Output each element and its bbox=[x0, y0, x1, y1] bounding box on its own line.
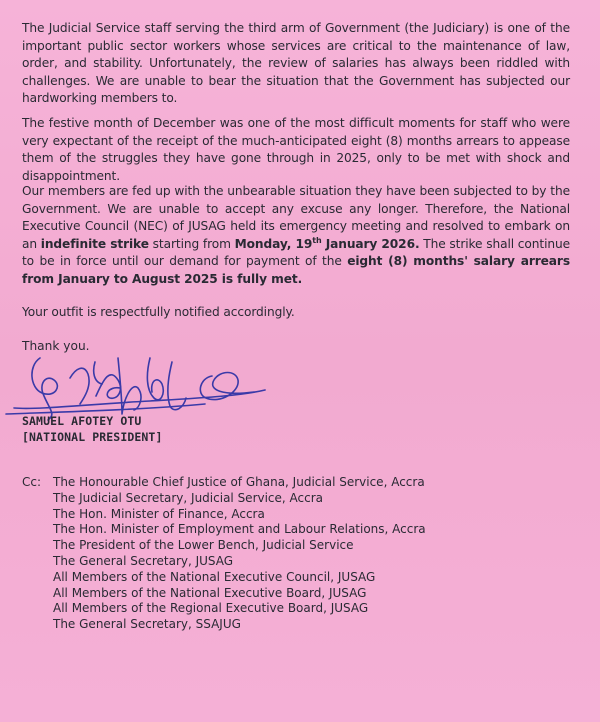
cc-recipient: The Judicial Secretary, Judicial Service, Accra bbox=[53, 490, 324, 505]
indefinite-strike-text: indefinite strike bbox=[40, 236, 149, 251]
strike-date-day: Monday, 19 bbox=[234, 236, 313, 251]
cc-recipient: The Honourable Chief Justice of Ghana, Judicial Service, Accra bbox=[53, 475, 425, 489]
signatory-block bbox=[22, 413, 162, 445]
paragraph-1: The Judicial Service staff serving the third arm of Government (the Judiciary) is one of the important public sector workers whose services are critical to the maintenance of law, order, and stability. Unfortunately, the review of salaries has always been riddled with challenges. We are unable to bear the situation that the Government has subjected our hardworking members to. bbox=[22, 21, 570, 106]
arrears-demand-text: eight (8) months' salary arrears from January to August 2025 is fully met. bbox=[22, 254, 571, 286]
strike-date-ordinal: th bbox=[312, 235, 322, 245]
cc-recipient: All Members of the Regional Executive Board, JUSAG bbox=[53, 601, 369, 616]
cc-recipient: The Hon. Minister of Employment and Labour Relations, Accra bbox=[53, 522, 426, 537]
cc-recipient: The Hon. Minister of Finance, Accra bbox=[53, 506, 265, 521]
cc-recipient: All Members of the National Executive Board, JUSAG bbox=[53, 585, 367, 600]
paragraph-3-text-2: starting from bbox=[148, 236, 235, 251]
paragraph-3 bbox=[22, 183, 570, 289]
cc-recipient: The General Secretary, JUSAG bbox=[53, 553, 234, 568]
cc-recipient-list bbox=[53, 475, 473, 633]
paragraph-3-text-3: The strike shall continue to be in force until our demand for payment of the bbox=[22, 236, 571, 269]
paragraph-2: The festive month of December was one of the most difficult moments for staff who were very expectant of the receipt of the much-anticipated eight (8) months arrears to appease them of the struggles they have gone through in 2025, only to be met with shock and disappointment. bbox=[22, 116, 570, 183]
cc-recipient: All Members of the National Executive Council, JUSAG bbox=[53, 569, 376, 584]
signatory-name: SAMUEL AFOTEY OTU bbox=[22, 414, 142, 428]
cc-recipient: The General Secretary, SSAJUG bbox=[53, 617, 241, 632]
signatory-title: [NATIONAL PRESIDENT] bbox=[22, 430, 163, 444]
paragraph-3-text-1: Our members are fed up with the unbearable situation they have been subjected to by the Government. We are unable to accept any excuse any longer. Therefore, the National Executive Council (NEC) of JUSAG held its emergency meeting and resolved to embark on an bbox=[22, 184, 570, 251]
cc-label: Cc: bbox=[22, 475, 42, 489]
cc-recipient: The President of the Lower Bench, Judicial Service bbox=[53, 538, 354, 553]
thank-you-text: Thank you. bbox=[22, 339, 90, 353]
strike-date-rest: January 2026. bbox=[321, 236, 420, 251]
strike-start-date bbox=[235, 237, 420, 251]
paragraph-4: Your outfit is respectfully notified accordingly. bbox=[22, 305, 295, 319]
